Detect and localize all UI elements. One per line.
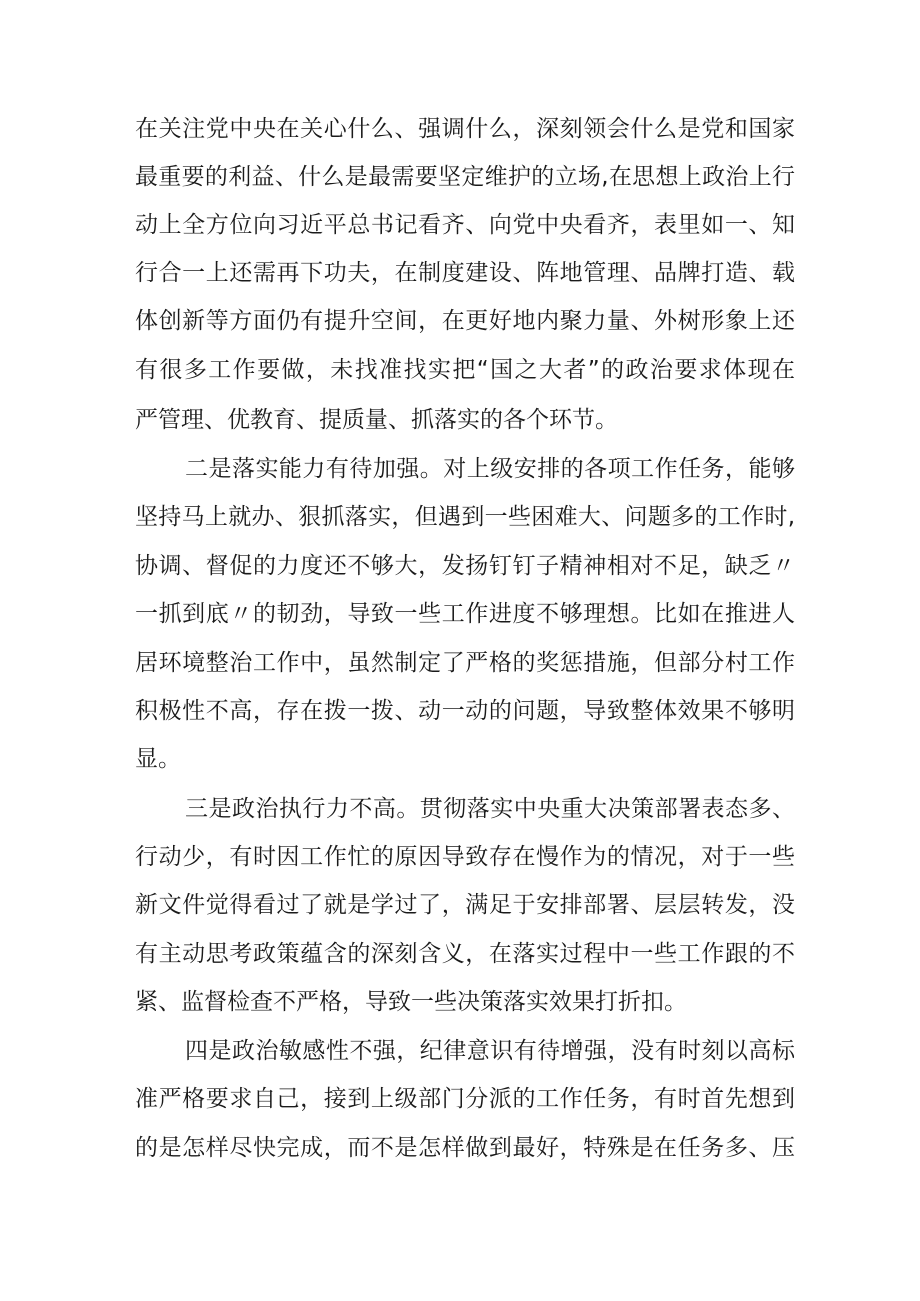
text-line: 坚持马上就办、狠抓落实，但遇到一些困难大、问题多的工作时,: [135, 504, 795, 530]
text-line: 协调、督促的力度还不够大，发扬钉钉子精神相对不足，缺乏〃: [135, 553, 795, 579]
text-line: 行合一上还需再下功夫，在制度建设、阵地管理、品牌打造、载: [135, 260, 795, 286]
paragraph-first-line: 三是政治执行力不高。贯彻落实中央重大决策部署表态多、: [185, 796, 795, 822]
text-line: 居环境整治工作中，虽然制定了严格的奖惩措施，但部分村工作: [135, 650, 795, 676]
text-line: 在关注党中央在关心什么、强调什么，深刻领会什么是党和国家: [135, 116, 795, 142]
text-line: 积极性不高，存在拨一拨、动一动的问题，导致整体效果不够明: [135, 698, 795, 724]
text-line: 动上全方位向习近平总书记看齐、向党中央看齐，表里如一、知: [135, 212, 795, 238]
text-line: 准严格要求自己，接到上级部门分派的工作任务，有时首先想到: [135, 1086, 795, 1112]
text-line: 紧、监督检查不严格，导致一些决策落实效果打折扣。: [135, 989, 687, 1015]
paragraph-first-line: 四是政治敏感性不强，纪律意识有待增强，没有时刻以高标: [185, 1038, 795, 1064]
text-line: 显。: [135, 746, 181, 772]
text-line: 行动少，有时因工作忙的原因导致存在慢作为的情况，对于一些: [135, 844, 795, 870]
text-line: 新文件觉得看过了就是学过了，满足于安排部署、层层转发，没: [135, 892, 795, 918]
text-line: 最重要的利益、什么是最需要坚定维护的立场,在思想上政治上行: [135, 164, 795, 190]
text-line: 有主动思考政策蕴含的深刻含义，在落实过程中一些工作跟的不: [135, 941, 795, 967]
text-line: 有很多工作要做，未找准找实把“国之大者”的政治要求体现在: [135, 357, 795, 383]
text-line: 体创新等方面仍有提升空间，在更好地内聚力量、外树形象上还: [135, 308, 795, 334]
paragraph-first-line: 二是落实能力有待加强。对上级安排的各项工作任务，能够: [185, 456, 795, 482]
text-line: 严管理、优教育、提质量、抓落实的各个环节。: [135, 407, 618, 433]
text-line: 一抓到底〃的韧劲，导致一些工作进度不够理想。比如在推进人: [135, 601, 795, 627]
text-line: 的是怎样尽快完成，而不是怎样做到最好，特殊是在任务多、压: [135, 1135, 795, 1161]
